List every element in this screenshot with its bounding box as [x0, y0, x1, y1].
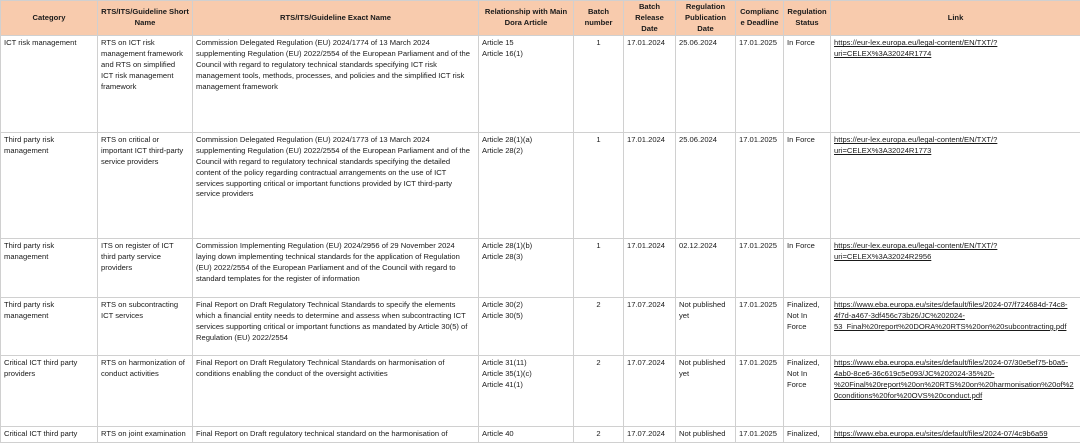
cell-compliance-deadline[interactable]: 17.01.2025: [736, 356, 784, 427]
cell-compliance-deadline[interactable]: 17.01.2025: [736, 133, 784, 239]
table-row: [1, 356, 1080, 427]
cell-link[interactable]: https://eur-lex.europa.eu/legal-content/EN/TXT/?uri=CELEX%3A32024R1774: [831, 36, 1080, 133]
cell-batch-release-date[interactable]: 17.01.2024: [624, 133, 676, 239]
cell-publication-date[interactable]: Not published: [676, 427, 736, 443]
table-row: [1, 133, 1080, 239]
article-ref: Article 40: [482, 429, 570, 440]
article-ref: Article 28(3): [482, 252, 570, 263]
cell-category[interactable]: Third party risk management: [1, 133, 98, 239]
header-batch-number[interactable]: Batch number: [574, 1, 624, 36]
header-exact-name[interactable]: RTS/ITS/Guideline Exact Name: [193, 1, 479, 36]
article-ref: Article 15: [482, 38, 570, 49]
cell-regulation-status[interactable]: Finalized, Not In Force: [784, 356, 831, 427]
table-header: [1, 1, 1080, 36]
cell-regulation-status[interactable]: In Force: [784, 239, 831, 298]
cell-link[interactable]: https://www.eba.europa.eu/sites/default/files/2024-07/4c9b6a59: [831, 427, 1080, 443]
cell-exact-name[interactable]: Commission Delegated Regulation (EU) 2024/1774 of 13 March 2024 supplementing Regulation (EU) 2022/2554 of the European Parliament and of the Council with regard to regulatory technical standards specifying ICT risk management tools, methods, processes, and policies and the simplified ICT risk management framework: [193, 36, 479, 133]
cell-publication-date[interactable]: Not published yet: [676, 356, 736, 427]
cell-short-name[interactable]: RTS on critical or important ICT third-party service providers: [98, 133, 193, 239]
cell-short-name[interactable]: RTS on subcontracting ICT services: [98, 298, 193, 356]
cell-batch-number[interactable]: 2: [574, 427, 624, 443]
cell-batch-number[interactable]: 1: [574, 36, 624, 133]
header-short-name[interactable]: RTS/ITS/Guideline Short Name: [98, 1, 193, 36]
cell-batch-release-date[interactable]: 17.07.2024: [624, 298, 676, 356]
article-ref: Article 28(2): [482, 146, 570, 157]
cell-exact-name[interactable]: Commission Implementing Regulation (EU) 2024/2956 of 29 November 2024 laying down implementing technical standards for the application of Regulation (EU) 2022/2554 of the European Parliament and of the Council with regard to standard templates for the register of information: [193, 239, 479, 298]
cell-publication-date[interactable]: 25.06.2024: [676, 36, 736, 133]
cell-dora-article[interactable]: [479, 133, 574, 239]
cell-batch-release-date[interactable]: 17.01.2024: [624, 36, 676, 133]
cell-category[interactable]: Critical ICT third party: [1, 427, 98, 443]
cell-link[interactable]: https://eur-lex.europa.eu/legal-content/EN/TXT/?uri=CELEX%3A32024R2956: [831, 239, 1080, 298]
cell-short-name[interactable]: RTS on joint examination: [98, 427, 193, 443]
cell-category[interactable]: ICT risk management: [1, 36, 98, 133]
article-ref: Article 31(11): [482, 358, 570, 369]
header-regulation-status[interactable]: Regulation Status: [784, 1, 831, 36]
table-row: [1, 239, 1080, 298]
cell-short-name[interactable]: RTS on ICT risk management framework and RTS on simplified ICT risk management framework: [98, 36, 193, 133]
table-row: [1, 427, 1080, 443]
cell-batch-release-date[interactable]: 17.07.2024: [624, 356, 676, 427]
cell-exact-name[interactable]: Final Report on Draft Regulatory Technical Standards to specify the elements which a financial entity needs to determine and assess when subcontracting ICT services supporting critical or important functions as mandated by Article 30(5) of Regulation (EU) 2022/2554: [193, 298, 479, 356]
cell-publication-date[interactable]: Not published yet: [676, 298, 736, 356]
cell-category[interactable]: Critical ICT third party providers: [1, 356, 98, 427]
cell-exact-name[interactable]: Commission Delegated Regulation (EU) 2024/1773 of 13 March 2024 supplementing Regulation (EU) 2022/2554 of the European Parliament and of the Council with regard to regulatory technical standards specifying the detailed content of the policy regarding contractual arrangements on the use of ICT services supporting critical or important functions provided by ICT third-party service providers: [193, 133, 479, 239]
cell-dora-article[interactable]: [479, 239, 574, 298]
header-row: [1, 1, 1080, 36]
article-ref: Article 16(1): [482, 49, 570, 60]
cell-short-name[interactable]: ITS on register of ICT third party service providers: [98, 239, 193, 298]
table-row: [1, 298, 1080, 356]
header-batch-release-date[interactable]: Batch Release Date: [624, 1, 676, 36]
cell-category[interactable]: Third party risk management: [1, 239, 98, 298]
article-ref: Article 30(5): [482, 311, 570, 322]
cell-short-name[interactable]: RTS on harmonization of conduct activities: [98, 356, 193, 427]
header-dora-article[interactable]: Relationship with Main Dora Article: [479, 1, 574, 36]
article-ref: Article 28(1)(b): [482, 241, 570, 252]
cell-regulation-status[interactable]: Finalized, Not In Force: [784, 298, 831, 356]
article-ref: Article 28(1)(a): [482, 135, 570, 146]
cell-exact-name[interactable]: Final Report on Draft regulatory technical standard on the harmonisation of: [193, 427, 479, 443]
cell-dora-article[interactable]: [479, 356, 574, 427]
cell-compliance-deadline[interactable]: 17.01.2025: [736, 239, 784, 298]
cell-batch-number[interactable]: 1: [574, 239, 624, 298]
cell-compliance-deadline[interactable]: 17.01.2025: [736, 298, 784, 356]
cell-batch-number[interactable]: 1: [574, 133, 624, 239]
cell-compliance-deadline[interactable]: 17.01.2025: [736, 36, 784, 133]
cell-batch-release-date[interactable]: 17.07.2024: [624, 427, 676, 443]
header-publication-date[interactable]: Regulation Publication Date: [676, 1, 736, 36]
cell-batch-release-date[interactable]: 17.01.2024: [624, 239, 676, 298]
cell-link[interactable]: https://www.eba.europa.eu/sites/default/files/2024-07/30e5ef75-b0a5-4ab0-8ce6-36c619c5e093/JC%202024-35%20-%20Final%20report%20on%20RTS%20on%20harmonisation%20of%20conditions%20for%20OVS%20conduct.pdf: [831, 356, 1080, 427]
article-ref: Article 41(1): [482, 380, 570, 391]
article-ref: Article 30(2): [482, 300, 570, 311]
cell-dora-article[interactable]: [479, 298, 574, 356]
cell-dora-article[interactable]: [479, 427, 574, 443]
cell-link[interactable]: https://www.eba.europa.eu/sites/default/files/2024-07/f724684d-74c8-4f7d-a467-3df456c73b26/JC%202024-53_Final%20report%20DORA%20RTS%20on%20subcontracting.pdf: [831, 298, 1080, 356]
cell-dora-article[interactable]: [479, 36, 574, 133]
cell-publication-date[interactable]: 25.06.2024: [676, 133, 736, 239]
table-row: [1, 36, 1080, 133]
header-compliance-deadline[interactable]: Compliance Deadline: [736, 1, 784, 36]
cell-exact-name[interactable]: Final Report on Draft Regulatory Technical Standards on harmonisation of conditions enabling the conduct of the oversight activities: [193, 356, 479, 427]
cell-batch-number[interactable]: 2: [574, 298, 624, 356]
cell-publication-date[interactable]: 02.12.2024: [676, 239, 736, 298]
cell-category[interactable]: Third party risk management: [1, 298, 98, 356]
header-link[interactable]: Link: [831, 1, 1080, 36]
cell-compliance-deadline[interactable]: 17.01.2025: [736, 427, 784, 443]
cell-regulation-status[interactable]: In Force: [784, 133, 831, 239]
cell-link[interactable]: https://eur-lex.europa.eu/legal-content/EN/TXT/?uri=CELEX%3A32024R1773: [831, 133, 1080, 239]
header-category[interactable]: Category: [1, 1, 98, 36]
cell-regulation-status[interactable]: In Force: [784, 36, 831, 133]
article-ref: Article 35(1)(c): [482, 369, 570, 380]
cell-batch-number[interactable]: 2: [574, 356, 624, 427]
cell-regulation-status[interactable]: Finalized,: [784, 427, 831, 443]
